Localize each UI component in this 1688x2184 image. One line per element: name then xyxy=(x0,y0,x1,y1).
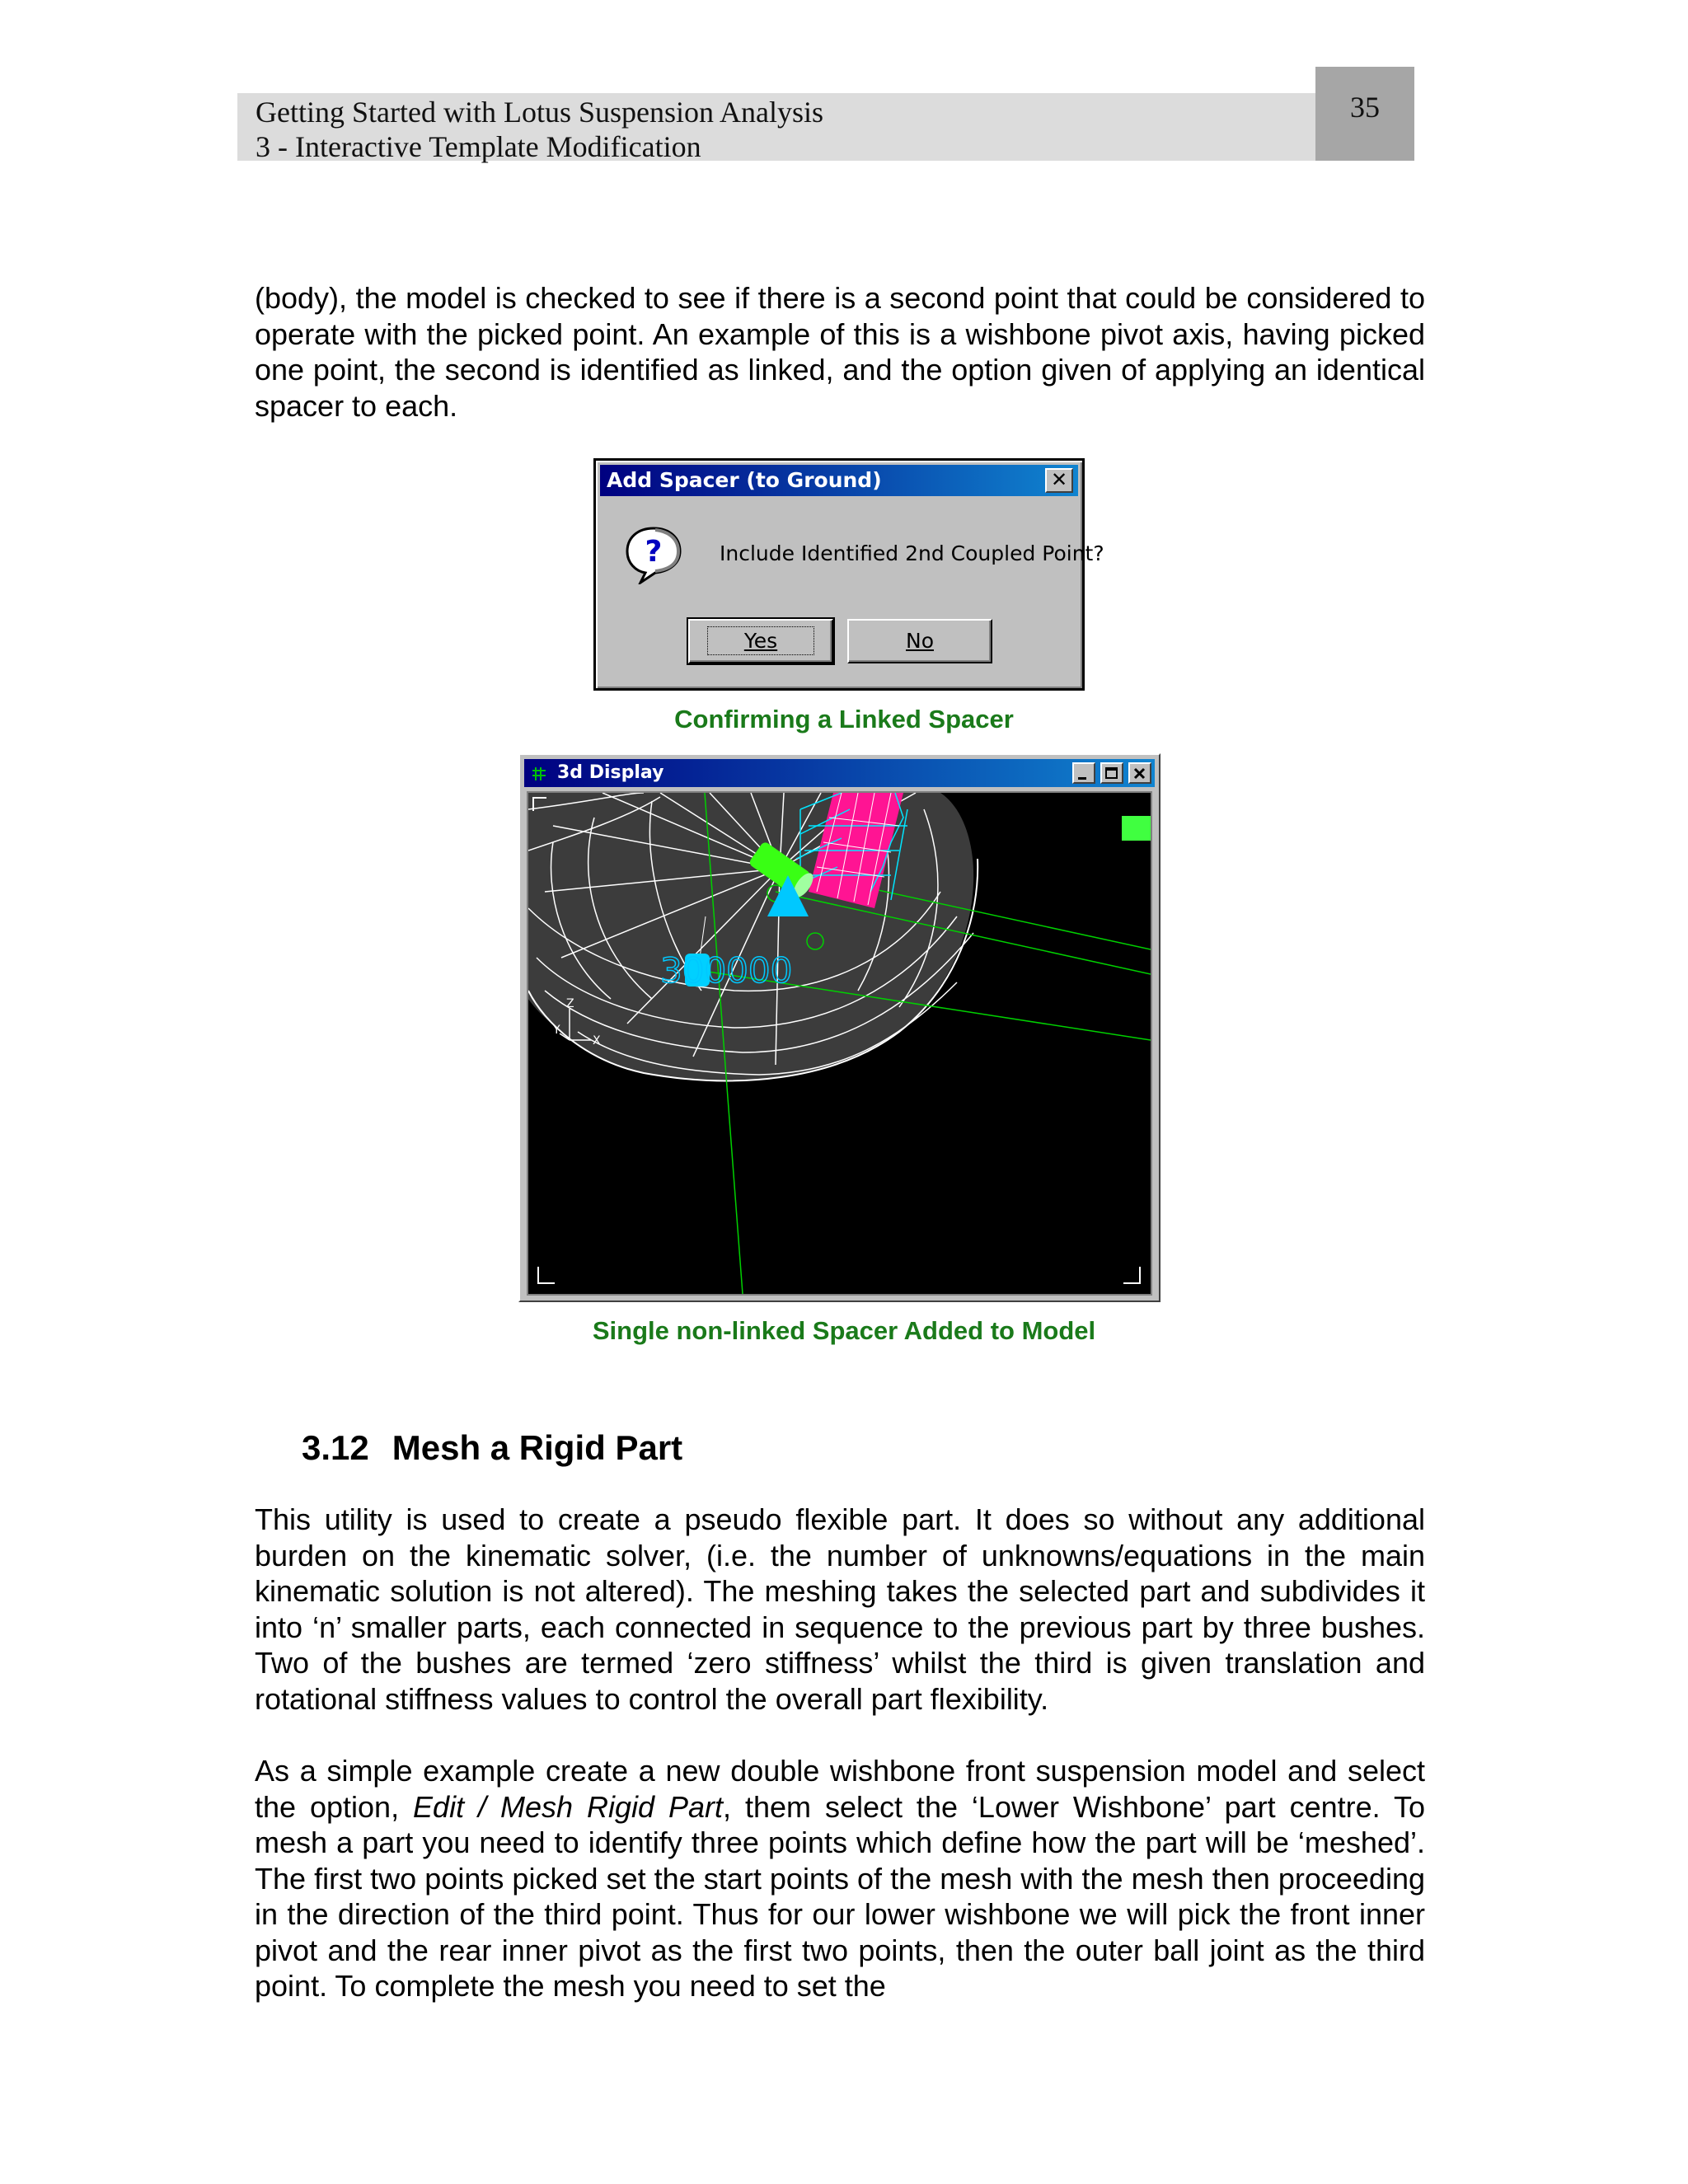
axis-z-label: Z xyxy=(566,997,574,1010)
question-icon xyxy=(624,525,683,584)
page-number: 35 xyxy=(1350,91,1380,124)
example-text-start: As a simple example create a new double wishbone front suspension model and select the option, xyxy=(255,1754,1425,1824)
3d-viewport[interactable] xyxy=(527,791,1152,1296)
axis-x-label: X xyxy=(593,1034,601,1047)
section-title: Mesh a Rigid Part xyxy=(392,1428,683,1467)
3d-display-window xyxy=(518,753,1160,1302)
dialog-title: Add Spacer (to Ground) xyxy=(607,468,882,492)
header-title: Getting Started with Lotus Suspension Analysis xyxy=(256,96,823,129)
3d-display-titlebar xyxy=(524,759,1155,787)
page-header xyxy=(237,93,1315,161)
axis-y-label: Y xyxy=(553,1024,560,1037)
page-number-box xyxy=(1315,67,1414,161)
dialog-message: Include Identified 2nd Coupled Point? xyxy=(720,541,1104,565)
close-window-icon[interactable] xyxy=(1128,762,1151,784)
node-label: 300000 xyxy=(660,950,793,991)
damper-strut xyxy=(796,793,1151,908)
yes-button-label: Yes xyxy=(707,626,814,655)
svg-text:?: ? xyxy=(645,535,663,569)
section-number: 3.12 xyxy=(302,1428,369,1467)
minimize-icon[interactable] xyxy=(1072,762,1095,784)
add-spacer-dialog xyxy=(593,458,1104,691)
example-text-end: , them select the ‘Lower Wishbone’ part centre. To mesh a part you need to identify three points which define how the part will be ‘meshed’. The first two points picked set the start points of the mesh with the mesh then proceeding in the direction of the third point. Thus for our lower wishbone we will pick the front inner pivot and the rear inner pivot as the first two points, then the outer ball joint as the third point. To complete the mesh you need to set the xyxy=(255,1789,1426,2003)
close-icon[interactable]: ✕ xyxy=(1045,468,1073,493)
maximize-icon[interactable] xyxy=(1100,762,1123,784)
grid-icon xyxy=(531,766,547,782)
yes-button[interactable] xyxy=(688,619,833,663)
figure-caption-1: Confirming a Linked Spacer xyxy=(674,705,1014,733)
intro-paragraph: (body), the model is checked to see if there is a second point that could be considered to operate with the picked point. An example of this is a wishbone pivot axis, having picked one point, the second is identified as linked, and the option given of applying an identical spacer to each. xyxy=(255,281,1425,423)
dialog-titlebar xyxy=(600,465,1078,496)
no-button[interactable]: No xyxy=(847,619,992,663)
header-chapter: 3 - Interactive Template Modification xyxy=(256,130,701,163)
wireframe-model xyxy=(528,793,1151,1294)
example-paragraph xyxy=(255,1753,1425,2004)
mesh-description-paragraph: This utility is used to create a pseudo flexible part. It does so without any additional burden on the kinematic solver, (i.e. the number of unknowns/equations in the main kinematic solution is not altered). The meshing takes the selected part and subdivides it into ‘n’ smaller parts, each connected in sequence to the previous part by three bushes. Two of the bushes are termed ‘zero stiffness’ whilst the third is given translation and rotational stiffness values to control the overall part flexibility. xyxy=(255,1502,1425,1716)
3d-display-title: 3d Display xyxy=(557,762,664,783)
figure-caption-2: Single non-linked Spacer Added to Model xyxy=(592,1316,1096,1345)
menu-path: Edit / Mesh Rigid Part xyxy=(413,1789,723,1824)
section-heading xyxy=(302,1428,682,1468)
